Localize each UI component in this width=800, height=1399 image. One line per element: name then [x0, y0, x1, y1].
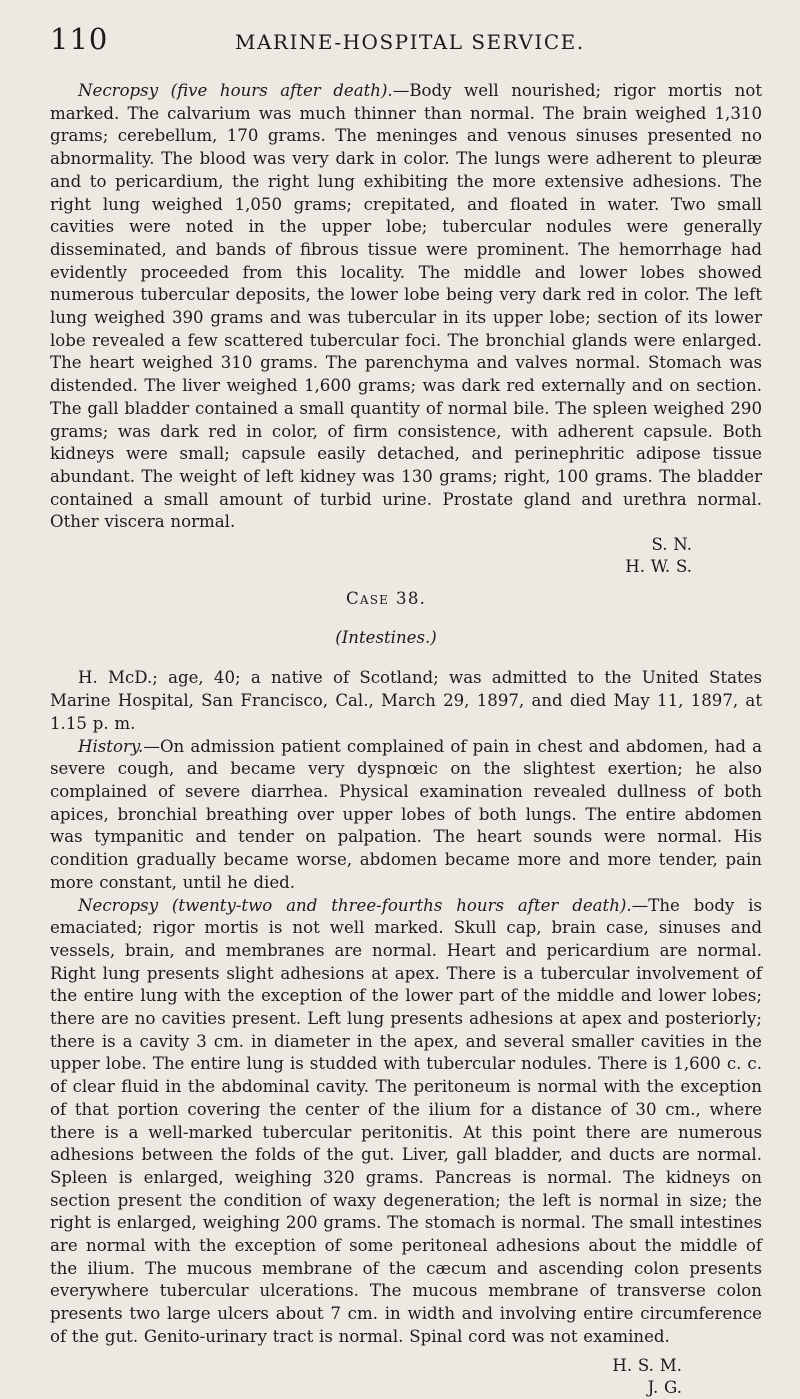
running-title: MARINE-HOSPITAL SERVICE.: [235, 30, 585, 54]
signature-block-2: [50, 1355, 762, 1399]
necropsy-text-1: —Body well nourished; rigor mortis not marked. The calvarium was much thinner than normal. The brain weighed 1,310 grams; cerebellum, 170 grams. The meninges and venous sinuses presented no abnormality. The blood was very dark in color. The lungs were adherent to pleuræ and to pericardium, the right lung exhibiting the more extensive adhesions. The right lung weighed 1,050 grams; crepitated, and floated in water. Two small cavities were noted in the upper lobe; tubercular nodules were generally disseminated, and bands of fibrous tissue were prominent. The hemorrhage had evidently proceeded from this locality. The middle and lower lobes showed numerous tubercular deposits, the lower lobe being very dark red in color. The left lung weighed 390 grams and was tubercular in its upper lobe; section of its lower lobe revealed a few scattered tubercular foci. The bronchial glands were enlarged. The heart weighed 310 grams. The parenchyma and valves normal. Stomach was distended. The liver weighed 1,600 grams; was dark red externally and on section. The gall bladder contained a small quantity of normal bile. The spleen weighed 290 grams; was dark red in color, of firm consistence, with adherent capsule. Both kidneys were small; capsule easily detached, and perinephritic adipose tissue abundant. The weight of left kidney was 130 grams; right, 100 grams. The bladder contained a small amount of turbid urine. Prostate gland and urethra normal. Other viscera normal.: [50, 81, 762, 532]
signature-initials-1a: S. N.: [651, 535, 692, 555]
history-text: —On admission patient complained of pain in chest and abdomen, had a severe cough, and became very dyspnœic on the slightest exertion; he also complained of severe diarrhea. Physical examination revealed dullness of both apices, bronchial breathing over upper lobes of both lungs. The entire abdomen was tympanitic and tender on palpation. The heart sounds were normal. His condition gradually became worse, abdomen became more and more tender, pain more constant, until he died.: [50, 736, 762, 892]
history-label: History.: [78, 736, 144, 756]
signature-initials-2b: J. G.: [647, 1377, 682, 1397]
case-subheading: [50, 627, 762, 650]
necropsy-label-2: Necropsy (twenty-two and three-fourths hours after death).: [78, 895, 632, 915]
document-body: [50, 80, 762, 1399]
signature-initials-1b: H. W. S.: [625, 557, 692, 577]
signature-initials-2a: H. S. M.: [612, 1355, 682, 1375]
patient-intro-paragraph: H. McD.; age, 40; a native of Scotland; was admitted to the United States Marine Hospital, San Francisco, Cal., March 29, 1897, and died May 11, 1897, at 1.15 p. m.: [50, 668, 762, 733]
case-subheading-text: (Intestines.): [335, 627, 437, 647]
history-paragraph: [50, 736, 762, 895]
page-number: 110: [50, 22, 109, 56]
necropsy-paragraph-1: [50, 80, 762, 534]
signature-block-1: [50, 534, 762, 578]
running-header: [50, 22, 762, 62]
necropsy-paragraph-2: [50, 895, 762, 1349]
necropsy-text-2: —The body is emaciated; rigor mortis is not well marked. Skull cap, brain case, sinuses and vessels, brain, and membranes are normal. Heart and pericardium are normal. Right lung presents slight adhesions at apex. There is a tubercular involvement of the entire lung with the exception of the lower part of the middle and lower lobes; there are no cavities present. Left lung presents adhesions at apex and posteriorly; there is a cavity 3 cm. in diameter in the apex, and several smaller cavities in the upper lobe. The entire lung is studded with tubercular nodules. There is 1,600 c. c. of clear fluid in the abdominal cavity. The peritoneum is normal with the exception of that portion covering the center of the ilium for a distance of 30 cm., where there is a well-marked tubercular peritonitis. At this point there are numerous adhesions between the folds of the gut. Liver, gall bladder, and ducts are normal. Spleen is enlarged, weighing 320 grams. Pancreas is normal. The kidneys on section present the condition of waxy degeneration; the left is normal in size; the right is enlarged, weighing 200 grams. The stomach is normal. The small intestines are normal with the exception of some peritoneal adhesions about the middle of the ilium. The mucous membrane of the cæcum and ascending colon presents everywhere tubercular ulcerations. The mucous membrane of transverse colon presents two large ulcers about 7 cm. in width and involving entire circumference of the gut. Genito-urinary tract is normal. Spinal cord was not examined.: [50, 895, 762, 1346]
necropsy-label-1: Necropsy (five hours after death).: [78, 81, 393, 100]
case-heading: Case 38.: [345, 589, 427, 609]
